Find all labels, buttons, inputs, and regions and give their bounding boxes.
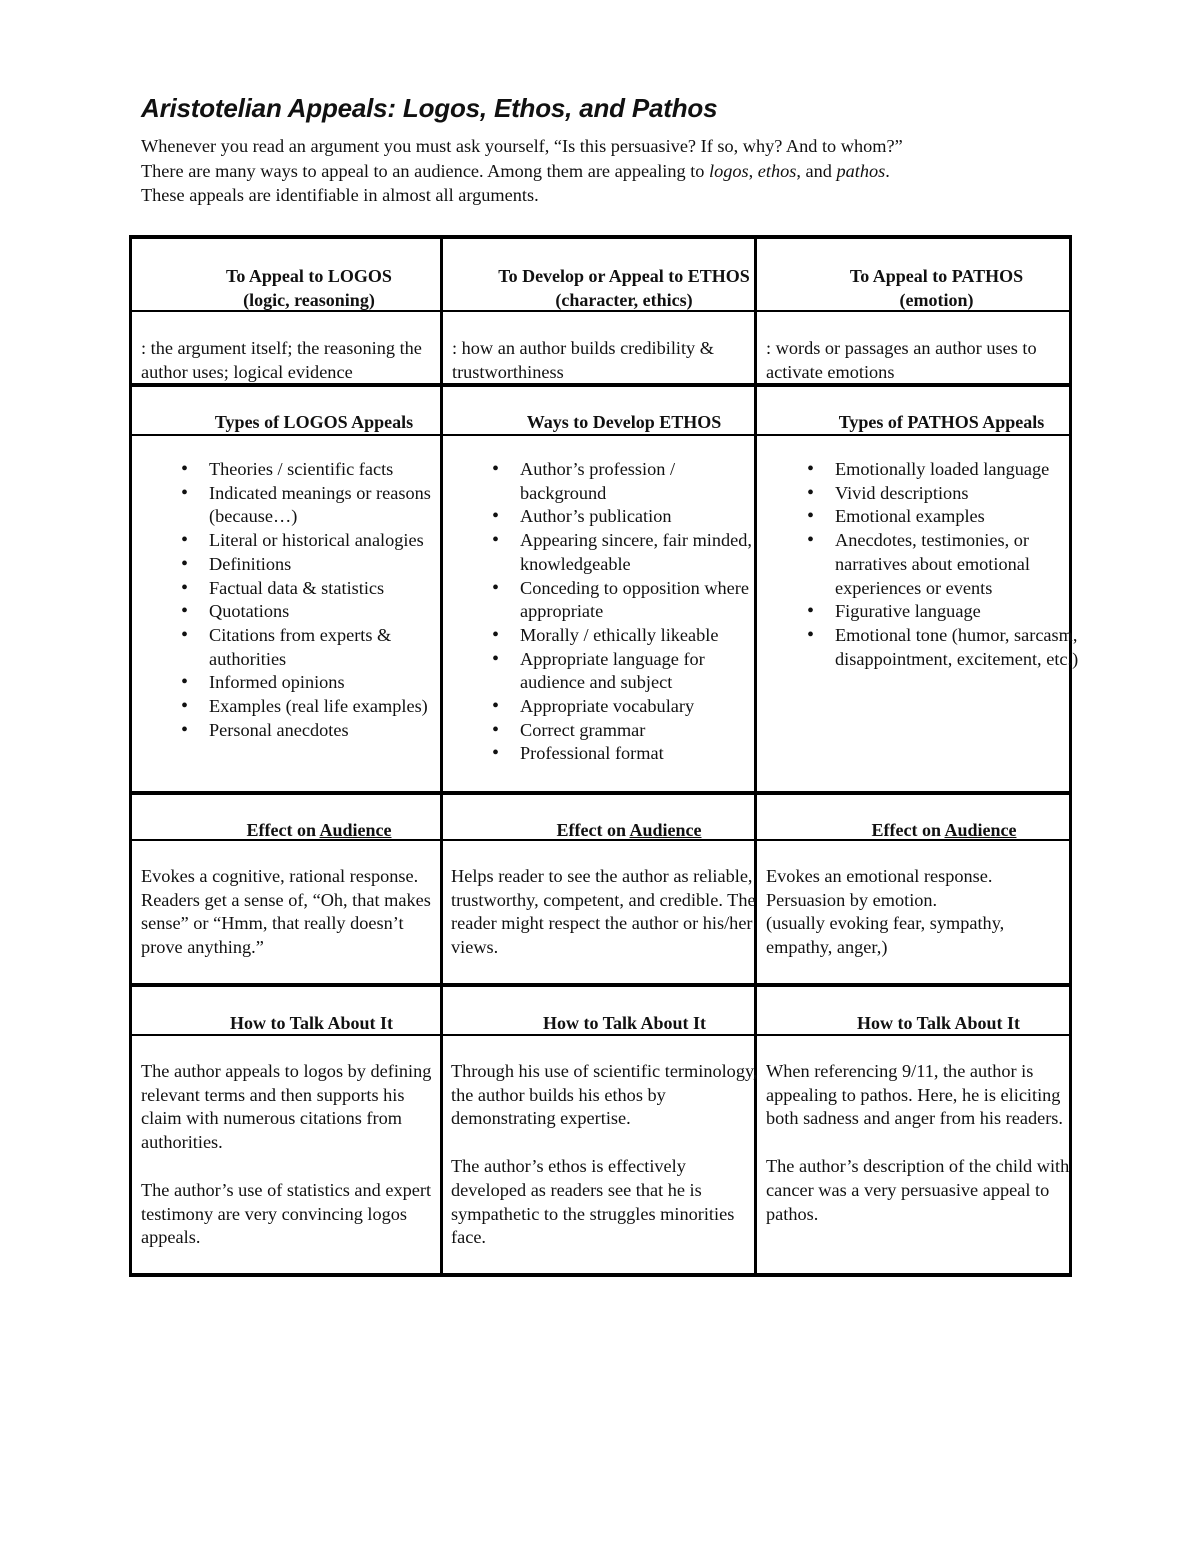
list-item-line: • Examples (real life examples)	[209, 696, 428, 717]
definition-pathos	[766, 336, 1037, 384]
list-item	[139, 600, 431, 624]
text-line: relevant terms and then supports his	[141, 1084, 405, 1105]
header-title: To Appeal to LOGOS	[226, 266, 392, 286]
talk-header-logos: How to Talk About It	[229, 1013, 394, 1033]
text-line: Through his use of scientific terminology,	[451, 1061, 758, 1081]
list-item-line: • Appropriate language for	[520, 648, 705, 669]
definition-line: author uses; logical evidence	[141, 362, 353, 382]
list-item-line: • Definitions	[209, 553, 292, 574]
list-item	[139, 458, 431, 482]
definition-line: : words or passages an author uses to	[766, 338, 1037, 358]
effect-header-text: Effect on	[556, 820, 630, 840]
table-border-top	[129, 235, 1072, 239]
list-item-line: • Factual data & statistics	[209, 577, 385, 598]
list-item	[139, 529, 431, 553]
list-item	[450, 742, 752, 766]
text-line: cancer was a very persuasive appeal to	[766, 1179, 1050, 1200]
paragraph-gap	[766, 1131, 1069, 1155]
text-line: The author’s description of the child with	[766, 1156, 1070, 1177]
definition-ethos	[452, 336, 714, 384]
definition-line: : the argument itself; the reasoning the	[141, 338, 422, 358]
list-item-line: • Quotations	[209, 601, 290, 622]
text-line: pathos.	[766, 1203, 819, 1224]
effect-header-pathos	[844, 818, 1044, 842]
document-title: Aristotelian Appeals: Logos, Ethos, and Pathos	[141, 93, 718, 123]
list-item-line: authorities	[209, 648, 287, 669]
text-line: both sadness and anger from his readers.	[766, 1108, 1063, 1129]
list-item-line: • Vivid descriptions	[835, 482, 969, 503]
list-item	[765, 600, 1078, 624]
term-ethos: ethos	[757, 160, 797, 181]
text-line: developed as readers see that he is	[451, 1179, 702, 1200]
table-border-right	[1069, 235, 1072, 1277]
text-line: Evokes an emotional response.	[766, 866, 993, 886]
text-line: The author appeals to logos by defining	[141, 1061, 432, 1081]
text-line: authorities.	[141, 1132, 223, 1153]
list-item	[139, 482, 431, 529]
list-item-line: (because…)	[209, 506, 298, 527]
talk-header-pathos: How to Talk About It	[856, 1013, 1021, 1033]
list-item	[450, 648, 752, 695]
list-item	[450, 719, 752, 743]
list-item-line: appropriate	[520, 601, 604, 622]
text-line: the author builds his ethos by	[451, 1084, 666, 1105]
text-line: appealing to pathos. Here, he is eliciting	[766, 1084, 1061, 1105]
effect-text-ethos	[451, 865, 756, 960]
list-item	[765, 529, 1078, 600]
effect-header-underlined: Audience	[944, 820, 1017, 840]
list-item-line: • Personal anecdotes	[209, 719, 349, 740]
list-item	[765, 624, 1078, 671]
list-item-line: • Figurative language	[835, 601, 981, 622]
table-border-left	[129, 235, 132, 1277]
text-line: sense” or “Hmm, that really doesn’t	[141, 913, 404, 934]
list-item	[765, 482, 1078, 506]
list-item-line: disappointment, excitement, etc.)	[835, 648, 1079, 669]
list-item-line: • Emotionally loaded language	[835, 459, 1050, 479]
definition-line: activate emotions	[766, 362, 895, 382]
text-line: Helps reader to see the author as reliable,	[451, 866, 753, 886]
list-item-line: • Morally / ethically likeable	[520, 624, 719, 645]
list-item-line: • Correct grammar	[520, 719, 646, 740]
intro-paragraph	[141, 134, 1101, 208]
list-item	[450, 624, 752, 648]
header-title: To Appeal to PATHOS	[849, 266, 1024, 286]
text-line: trustworthy, competent, and credible. The	[451, 889, 756, 910]
text-line: reader might respect the author or his/her	[451, 913, 753, 934]
list-item-line: • Author’s publication	[520, 506, 672, 527]
text-line: The author’s ethos is effectively	[451, 1156, 686, 1177]
term-logos: logos	[709, 160, 749, 181]
row-divider-thick	[129, 983, 1072, 987]
list-item-line: • Conceding to opposition where	[520, 577, 749, 598]
intro-separator: ,	[748, 160, 758, 181]
list-item	[450, 695, 752, 719]
paragraph-gap	[451, 1131, 758, 1155]
list-item-line: narratives about emotional	[835, 553, 1030, 574]
definition-line: trustworthiness	[452, 362, 564, 382]
list-item	[765, 505, 1078, 529]
effect-header-underlined: Audience	[629, 820, 702, 840]
list-item-line: • Theories / scientific facts	[209, 459, 394, 479]
list-item-line: • Emotional examples	[835, 506, 985, 527]
list-item-line: • Literal or historical analogies	[209, 530, 424, 551]
list-item	[139, 553, 431, 577]
talk-text-ethos	[451, 1060, 758, 1250]
list-item-line: knowledgeable	[520, 553, 631, 574]
header-pathos	[819, 264, 1054, 312]
effect-header-ethos	[529, 818, 729, 842]
text-line: When referencing 9/11, the author is	[766, 1061, 1034, 1081]
text-line: (usually evoking fear, sympathy,	[766, 913, 1005, 934]
list-item	[139, 719, 431, 743]
list-item	[450, 505, 752, 529]
intro-end: .	[885, 160, 890, 181]
header-logos	[209, 264, 409, 312]
text-line: prove anything.”	[141, 937, 264, 958]
intro-line-3: These appeals are identifiable in almost all arguments.	[141, 185, 539, 205]
table-border-bottom	[129, 1273, 1072, 1277]
list-item	[139, 577, 431, 601]
text-line: appeals.	[141, 1227, 201, 1248]
effect-header-logos	[219, 818, 419, 842]
types-header-logos: Types of LOGOS Appeals	[214, 412, 414, 432]
text-line: The author’s use of statistics and expert	[141, 1179, 432, 1200]
text-line: empathy, anger,)	[766, 937, 888, 958]
list-item-line: experiences or events	[835, 577, 993, 598]
talk-text-logos	[141, 1060, 431, 1250]
term-pathos: pathos	[836, 160, 886, 181]
effect-text-logos	[141, 865, 431, 960]
definition-line: : how an author builds credibility &	[452, 338, 714, 358]
intro-line-2	[141, 159, 1101, 184]
list-item-line: • Appropriate vocabulary	[520, 696, 695, 717]
text-line: Readers get a sense of, “Oh, that makes	[141, 889, 431, 910]
effect-header-text: Effect on	[246, 820, 320, 840]
text-line: Evokes a cognitive, rational response.	[141, 866, 419, 886]
types-list-logos	[139, 458, 431, 742]
header-subtitle: (logic, reasoning)	[243, 290, 375, 310]
text-line: views.	[451, 937, 499, 958]
list-item	[139, 671, 431, 695]
talk-text-pathos	[766, 1060, 1069, 1226]
types-header-ethos: Ways to Develop ETHOS	[526, 412, 722, 432]
types-list-pathos	[765, 458, 1078, 671]
list-item-line: background	[520, 482, 607, 503]
list-item-line: • Appearing sincere, fair minded,	[520, 530, 752, 551]
list-item	[450, 577, 752, 624]
appeals-table	[129, 235, 1079, 1277]
list-item-line: • Citations from experts &	[209, 624, 392, 645]
list-item	[450, 529, 752, 576]
list-item	[765, 458, 1078, 482]
effect-text-pathos	[766, 865, 1004, 960]
text-line: testimony are very convincing logos	[141, 1203, 408, 1224]
text-line: claim with numerous citations from	[141, 1108, 402, 1129]
intro-separator: , and	[796, 160, 837, 181]
list-item-line: • Professional format	[520, 743, 664, 764]
text-line: Persuasion by emotion.	[766, 889, 938, 910]
text-line: face.	[451, 1227, 487, 1248]
column-divider	[440, 235, 443, 1277]
effect-header-text: Effect on	[871, 820, 945, 840]
intro-line-1: Whenever you read an argument you must ask yourself, “Is this persuasive? If so, why? And to whom?”	[141, 136, 903, 156]
header-subtitle: (character, ethics)	[555, 290, 693, 310]
intro-text: There are many ways to appeal to an audience. Among them are appealing to	[141, 160, 710, 181]
header-title: To Develop or Appeal to ETHOS	[498, 266, 750, 286]
header-subtitle: (emotion)	[899, 290, 974, 310]
list-item-line: audience and subject	[520, 672, 673, 693]
list-item-line: • Emotional tone (humor, sarcasm,	[835, 624, 1078, 645]
effect-header-underlined: Audience	[319, 820, 392, 840]
list-item	[139, 695, 431, 719]
list-item-line: • Author’s profession /	[520, 459, 676, 479]
types-header-pathos: Types of PATHOS Appeals	[838, 412, 1045, 432]
row-divider	[129, 434, 1072, 436]
talk-header-ethos: How to Talk About It	[542, 1013, 707, 1033]
list-item	[139, 624, 431, 671]
text-line: demonstrating expertise.	[451, 1108, 631, 1129]
header-ethos	[474, 264, 774, 312]
types-list-ethos	[450, 458, 752, 766]
paragraph-gap	[141, 1155, 431, 1179]
list-item-line: • Informed opinions	[209, 672, 345, 693]
list-item-line: • Indicated meanings or reasons	[209, 482, 431, 503]
text-line: sympathetic to the struggles minorities	[451, 1203, 735, 1224]
row-divider-thick	[129, 791, 1072, 795]
list-item-line: • Anecdotes, testimonies, or	[835, 530, 1029, 551]
list-item	[450, 458, 752, 505]
definition-logos	[141, 336, 422, 384]
